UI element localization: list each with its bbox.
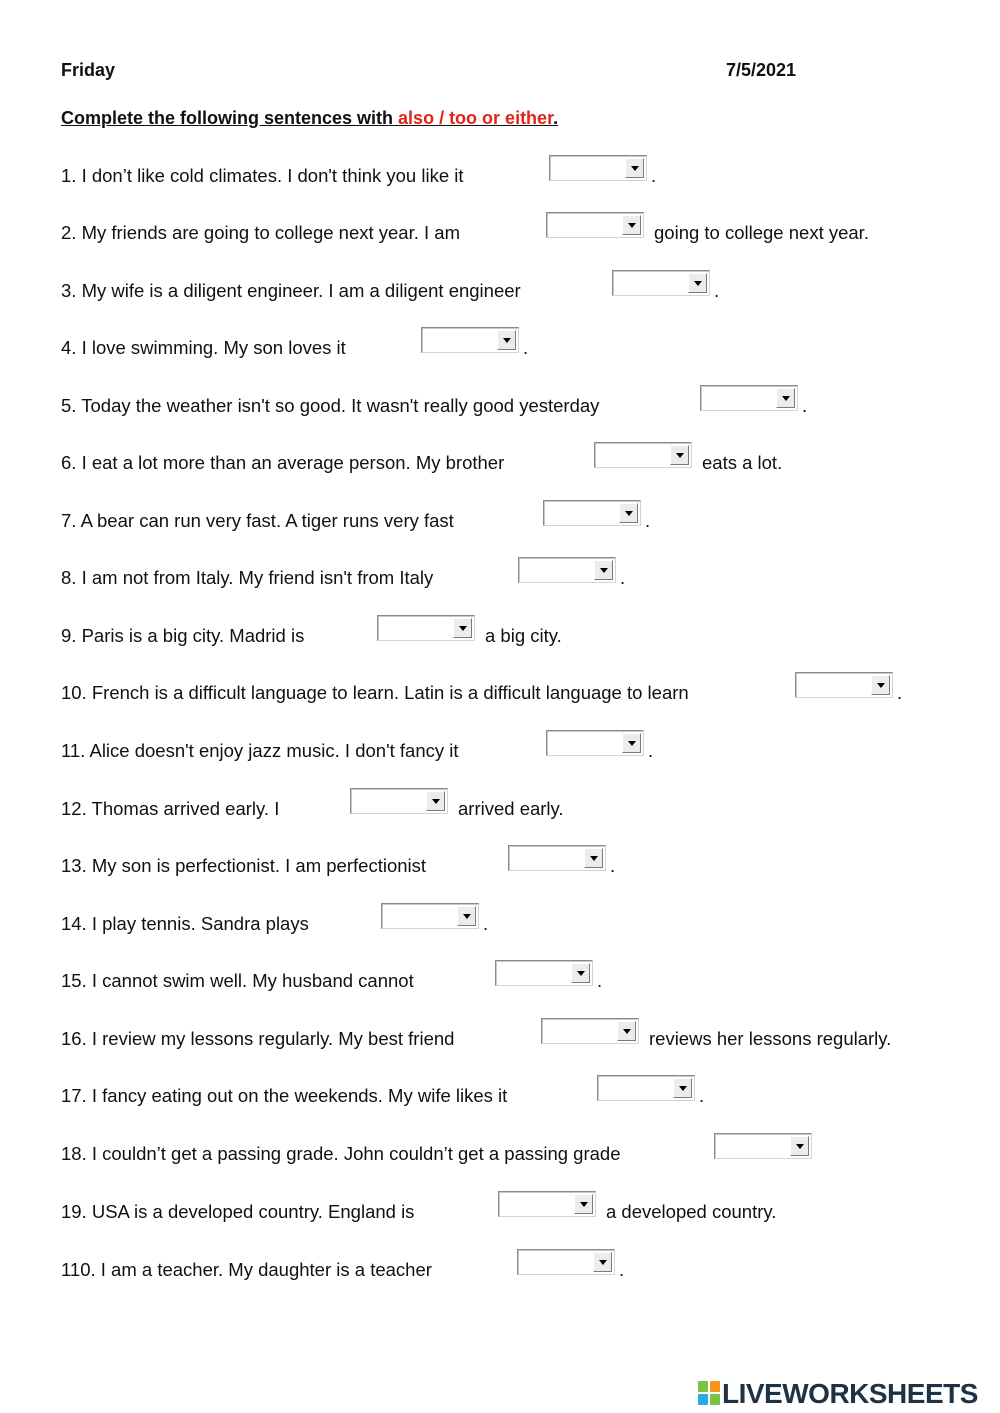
instructions-prefix: Complete the following sentences with [61,108,399,128]
question-ending: . [802,395,808,416]
question-row [0,845,1000,875]
dropdown-arrow-icon[interactable] [776,388,795,408]
answer-dropdown[interactable] [597,1075,695,1101]
question-text [61,625,304,647]
question-number: 16. [61,1028,87,1049]
question-ending: going to college next year. [654,222,869,243]
dropdown-arrow-icon[interactable] [673,1078,692,1098]
question-text [61,970,414,992]
question-number: 3. [61,280,77,301]
day-label: Friday [61,60,116,80]
question-row [0,903,1000,933]
question-ending: . [699,1085,705,1106]
dropdown-arrow-icon[interactable] [622,215,641,235]
answer-dropdown[interactable] [508,845,606,871]
question-number: 6. [61,452,77,473]
question-ending: . [483,913,489,934]
question-number: 10. [61,682,87,703]
answer-dropdown[interactable] [498,1191,596,1217]
question-ending: . [523,337,529,358]
question-sentence: I cannot swim well. My husband cannot [91,970,414,991]
answer-dropdown[interactable] [612,270,710,296]
answer-dropdown[interactable] [546,730,644,756]
answer-dropdown[interactable] [350,788,448,814]
question-row [0,500,1000,530]
dropdown-arrow-icon[interactable] [571,963,590,983]
answer-dropdown[interactable] [714,1133,812,1159]
question-sentence: I couldn’t get a passing grade. John couldn’t get a passing grade [91,1143,621,1164]
question-number: 19. [61,1201,87,1222]
question-row [0,155,1000,185]
question-sentence: Paris is a big city. Madrid is [81,625,305,646]
question-number: 1. [61,165,77,186]
question-row [0,1018,1000,1048]
question-sentence: I fancy eating out on the weekends. My wife likes it [91,1085,508,1106]
dropdown-arrow-icon[interactable] [790,1136,809,1156]
instructions-suffix: . [553,108,559,128]
question-row [0,212,1000,242]
question-number: 5. [61,395,77,416]
dropdown-arrow-icon[interactable] [593,1252,612,1272]
question-text [61,395,599,417]
question-row [0,1249,1000,1279]
question-row [0,788,1000,818]
answer-dropdown[interactable] [700,385,798,411]
question-row [0,385,1000,415]
question-row [0,730,1000,760]
dropdown-arrow-icon[interactable] [574,1194,593,1214]
answer-dropdown[interactable] [421,327,519,353]
question-sentence: I review my lessons regularly. My best friend [91,1028,455,1049]
dropdown-arrow-icon[interactable] [457,906,476,926]
answer-dropdown[interactable] [543,500,641,526]
question-text [61,567,433,589]
dropdown-arrow-icon[interactable] [426,791,445,811]
question-sentence: I play tennis. Sandra plays [91,913,309,934]
question-text [61,337,346,359]
question-number: 13. [61,855,87,876]
dropdown-arrow-icon[interactable] [619,503,638,523]
question-row [0,442,1000,472]
question-sentence: I am not from Italy. My friend isn't from Italy [81,567,434,588]
question-sentence: I eat a lot more than an average person. My brother [81,452,505,473]
question-text [61,1085,507,1107]
question-ending: a developed country. [606,1201,777,1222]
answer-dropdown[interactable] [517,1249,615,1275]
dropdown-arrow-icon[interactable] [497,330,516,350]
question-ending: a big city. [485,625,562,646]
dropdown-arrow-icon[interactable] [584,848,603,868]
answer-dropdown[interactable] [495,960,593,986]
question-number: 4. [61,337,77,358]
question-text [61,740,459,762]
dropdown-arrow-icon[interactable] [453,618,472,638]
question-text [61,1143,621,1165]
question-ending: eats a lot. [702,452,783,473]
answer-dropdown[interactable] [377,615,475,641]
question-number: 12. [61,798,87,819]
dropdown-arrow-icon[interactable] [625,158,644,178]
dropdown-arrow-icon[interactable] [688,273,707,293]
question-ending: . [648,740,654,761]
question-row [0,672,1000,702]
date-label: 7/5/2021 [726,60,797,80]
question-ending: . [597,970,603,991]
question-ending: . [897,682,903,703]
question-ending: reviews her lessons regularly. [649,1028,892,1049]
question-sentence: My wife is a diligent engineer. I am a diligent engineer [81,280,521,301]
question-row [0,960,1000,990]
dropdown-arrow-icon[interactable] [617,1021,636,1041]
question-text [61,222,460,244]
question-sentence: My son is perfectionist. I am perfectionist [91,855,427,876]
question-number: 2. [61,222,77,243]
question-text [61,165,464,187]
question-ending: arrived early. [458,798,564,819]
question-text [61,1259,432,1281]
question-sentence: I love swimming. My son loves it [81,337,346,358]
question-number: 18. [61,1143,87,1164]
question-number: 8. [61,567,77,588]
question-row [0,1075,1000,1105]
answer-dropdown[interactable] [518,557,616,583]
question-sentence: Thomas arrived early. I [91,798,280,819]
question-ending: . [619,1259,625,1280]
instructions-options: also / too or either [398,108,554,128]
question-ending: . [714,280,720,301]
question-text [61,1028,454,1050]
question-number: 17. [61,1085,87,1106]
question-ending: . [645,510,651,531]
liveworksheets-logo-text: LIVEWORKSHEETS [722,1378,978,1409]
question-text [61,798,279,820]
question-number: 9. [61,625,77,646]
question-sentence: I am a teacher. My daughter is a teacher [100,1259,432,1280]
question-sentence: I don’t like cold climates. I don't think you like it [81,165,464,186]
question-sentence: My friends are going to college next year. I am [81,222,460,243]
answer-dropdown[interactable] [541,1018,639,1044]
question-sentence: A bear can run very fast. A tiger runs very fast [80,510,454,531]
question-ending: . [610,855,616,876]
question-text [61,682,689,704]
dropdown-arrow-icon[interactable] [594,560,613,580]
liveworksheets-logo-icon [698,1381,720,1405]
question-row [0,327,1000,357]
answer-dropdown[interactable] [594,442,692,468]
question-row [0,615,1000,645]
question-row [0,1191,1000,1221]
question-text [61,452,504,474]
answer-dropdown[interactable] [549,155,647,181]
question-ending: . [620,567,626,588]
instructions [61,108,558,129]
question-number: 7. [61,510,77,531]
question-ending: . [651,165,657,186]
dropdown-arrow-icon[interactable] [622,733,641,753]
dropdown-arrow-icon[interactable] [871,675,890,695]
dropdown-arrow-icon[interactable] [670,445,689,465]
question-row [0,557,1000,587]
question-text [61,913,309,935]
question-sentence: USA is a developed country. England is [91,1201,415,1222]
answer-dropdown[interactable] [381,903,479,929]
question-row [0,1133,1000,1163]
question-number: 14. [61,913,87,934]
question-number: 11. [61,740,86,761]
question-sentence: Alice doesn't enjoy jazz music. I don't fancy it [89,740,459,761]
question-row [0,270,1000,300]
question-number: 110. [61,1259,96,1280]
question-text [61,280,521,302]
question-text [61,855,426,877]
answer-dropdown[interactable] [795,672,893,698]
question-text [61,510,454,532]
answer-dropdown[interactable] [546,212,644,238]
question-number: 15. [61,970,87,991]
question-sentence: Today the weather isn't so good. It wasn't really good yesterday [81,395,600,416]
question-sentence: French is a difficult language to learn. Latin is a difficult language to learn [91,682,689,703]
question-text [61,1201,414,1223]
